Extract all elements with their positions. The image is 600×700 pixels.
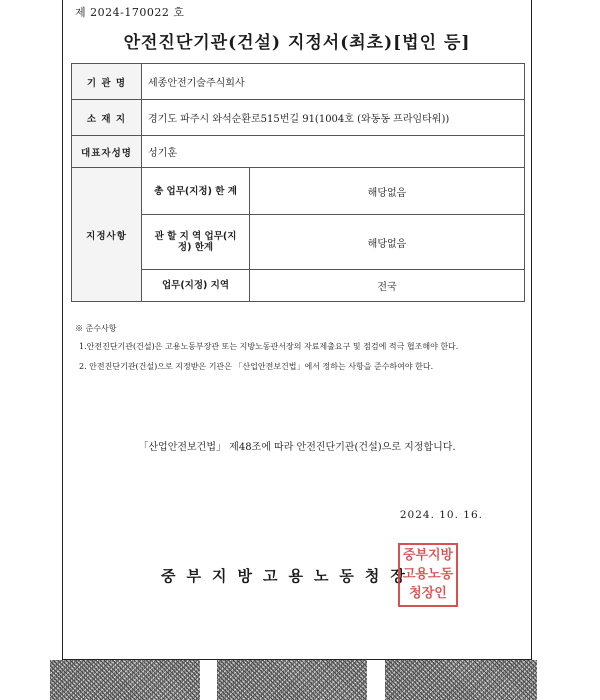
- designation-row-value: 전국: [250, 270, 525, 302]
- noise-strip: [217, 660, 367, 700]
- scan-noise-strips: [45, 660, 545, 700]
- info-table: [71, 63, 525, 302]
- document-number: 제 2024-170022 호: [75, 6, 185, 19]
- designation-row-value: 해당없음: [250, 168, 525, 215]
- address-label: 소 재 지: [72, 100, 142, 136]
- issue-date: 2024. 10. 16.: [399, 509, 483, 521]
- representative-label: 대표자성명: [72, 136, 142, 168]
- table-row: [72, 168, 525, 215]
- seal-line: 중부지방: [402, 548, 454, 563]
- compliance-notes: [75, 323, 525, 381]
- note-line: 2. 안전진단기관(건설)으로 지정받은 기관은 「산업안전보건법」에서 정하는 사항을 준수하여야 한다.: [79, 362, 434, 371]
- official-seal-icon: [398, 543, 458, 607]
- noise-strip: [385, 660, 537, 700]
- noise-strip: [50, 660, 200, 700]
- note-line: 1.안전진단기관(건설)은 고용노동부장관 또는 지방노동관서장의 자료제출요구 및 점검에 적극 협조해야 한다.: [79, 342, 459, 351]
- designation-row-label: 총 업무(지정) 한 계: [142, 168, 250, 215]
- table-row: [72, 100, 525, 136]
- designation-label: 지정사항: [72, 168, 142, 302]
- document-title: 안전진단기관(건설) 지정서(최초)[법인 등]: [123, 33, 471, 53]
- org-name-value: 세종안전기술주식회사: [142, 64, 525, 100]
- representative-value: 성기훈: [142, 136, 525, 168]
- seal-line: 청장인: [409, 586, 447, 601]
- designation-row-label: 업무(지정) 지역: [142, 270, 250, 302]
- declaration-text: 「산업안전보건법」 제48조에 따라 안전진단기관(건설)으로 지정합니다.: [138, 442, 456, 453]
- certificate-page: [62, 0, 532, 660]
- notes-title: ※ 준수사항: [75, 324, 117, 333]
- designation-row-label: 관 할 지 역 업무(지정) 한계: [142, 215, 250, 270]
- table-row: [72, 64, 525, 100]
- address-value: 경기도 파주시 와석순환로515번길 91(1004호 (와동동 프라임타워)): [142, 100, 525, 136]
- table-row: [72, 136, 525, 168]
- issuer-name: 중부지방고용노동청장: [161, 567, 416, 585]
- org-name-label: 기 관 명: [72, 64, 142, 100]
- seal-line: 고용노동: [402, 567, 454, 582]
- designation-row-value: 해당없음: [250, 215, 525, 270]
